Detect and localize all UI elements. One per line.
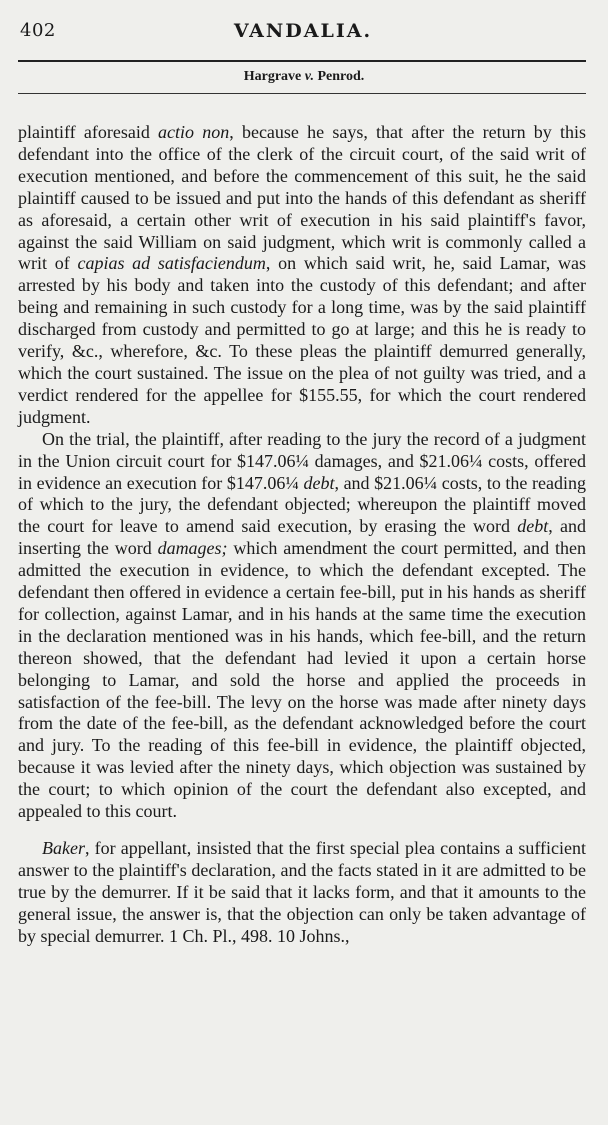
italic-text: debt — [517, 516, 549, 537]
text-run: , on which said writ, he, said Lamar, was arrested by his body and taken into the custody of this defendant; and after being and remaining in such custody for a long time, was by the said plaintiff discharged from custody and permitted to go at large; and this he is ready to verify, &c., wherefore, &c. To these pleas the plaintiff demurred generally, which the court sustained. The issue on the plea of not guilty was tried, and a verdict rendered for the appellee for $155.55, for which the court rendered judgment. — [18, 253, 586, 427]
text-run: , and inserting the word — [18, 516, 586, 559]
case-title-versus: v. — [304, 69, 314, 84]
text-run: plaintiff aforesaid — [18, 122, 159, 142]
paragraph — [18, 838, 586, 948]
paragraph-gap — [18, 823, 586, 838]
case-title — [0, 69, 608, 85]
paragraph — [18, 429, 586, 823]
case-title-defendant: Penrod. — [317, 69, 365, 84]
italic-text: debt — [303, 472, 335, 493]
italic-text: capias ad satisfaciendum — [77, 253, 266, 274]
text-run: , because he says, that after the return by this defendant into the office of the clerk of the circuit court, of the said writ of execution mentioned, and before the commencement of this suit, he the said plaintiff caused to be issued and put into the hands of this defendant as sheriff as aforesaid, a certain other writ of execution in his said plaintiff's favor, against the said William on said judgment, which writ is commonly called a writ of — [18, 122, 586, 274]
italic-text: Baker — [42, 838, 85, 858]
paragraph — [18, 122, 586, 429]
text-run: which amendment the court permitted, and then admitted the execution in evidence, to which the defendant excepted. The defendant then offered in evidence a certain fee-bill, put in his hands as sheriff for collection, against Lamar, and in his hands at the same time the execution in the declaration mentioned was in his hands, which fee-bill, and the return thereon showed, that the defendant had levied it upon a certain horse belonging to Lamar, and sold the horse and applied the proceeds in satisfaction of the fee-bill. The levy on the horse was made after ninety days from the date of the fee-bill, as the defendant acknowledged before the court and jury. To the reading of this fee-bill in evidence, the plaintiff objected, because it was levied after the ninety days, which objection was sustained by the court; to which opinion of the court the defendant also excepted, and appealed to this court. — [18, 538, 586, 822]
body-text — [18, 122, 586, 948]
header-rule — [18, 60, 586, 62]
case-title-rule — [18, 93, 586, 94]
running-title: VANDALIA. — [233, 20, 373, 42]
page-header — [20, 20, 586, 46]
italic-text: actio non — [158, 122, 230, 142]
case-title-plaintiff: Hargrave — [243, 69, 302, 84]
text-run: , for appellant, insisted that the first special plea contains a sufficient answer to the plaintiff's declaration, and the facts stated in it are admitted to be true by the demurrer. If it be said that it lacks form, and that it amounts to the general issue, the answer is, that the objection can only be taken advantage of by special demurrer. 1 Ch. Pl., 498. 10 Johns., — [18, 838, 586, 946]
page-number: 402 — [20, 20, 56, 41]
italic-text: damages; — [157, 538, 228, 559]
text-run: , and $21.06¼ costs, to the reading of which to the jury, the defendant objected; whereupon the plaintiff moved the court for leave to amend said execution, by erasing the word — [18, 472, 586, 537]
text-run: On the trial, the plaintiff, after reading to the jury the record of a judgment in the Union circuit court for $147.06¼ damages, and $21.06¼ costs, offered in evidence an execution for $147.06¼ — [18, 428, 586, 493]
